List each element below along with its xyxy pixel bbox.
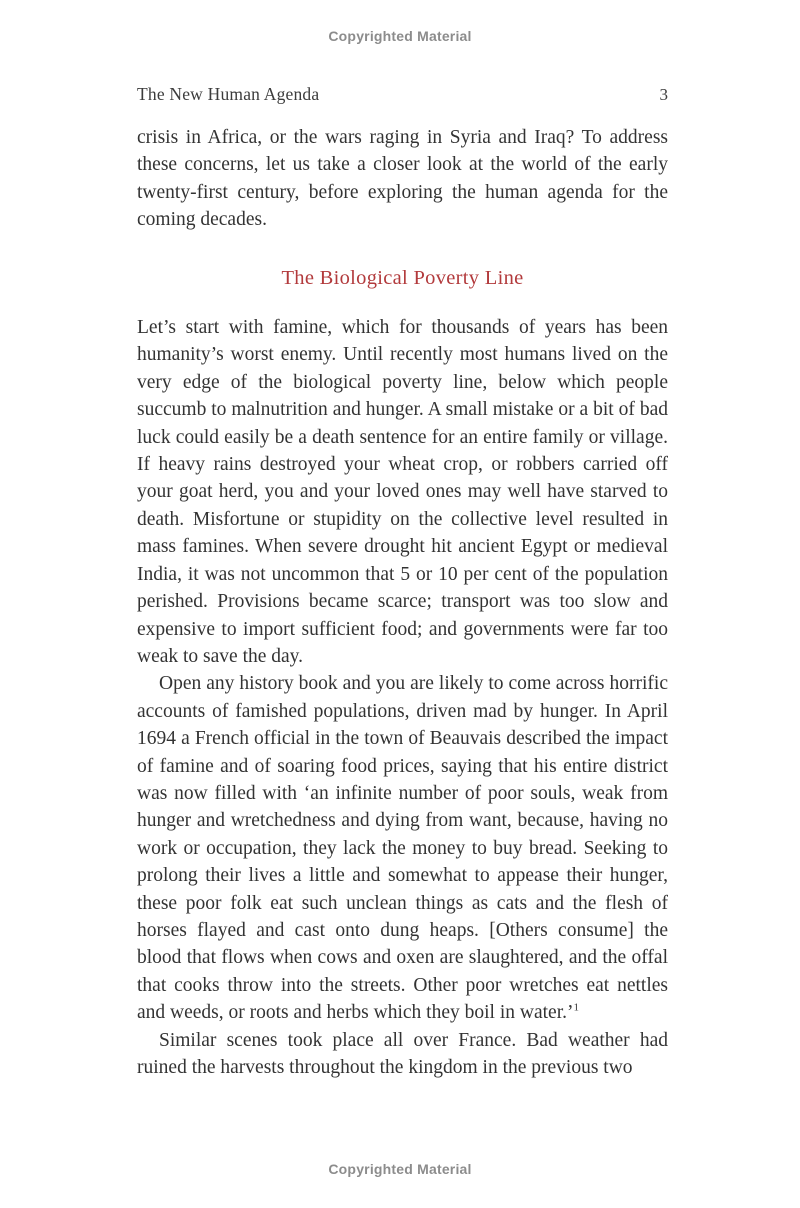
copyright-notice-bottom: Copyrighted Material bbox=[328, 1161, 472, 1177]
section-heading: The Biological Poverty Line bbox=[281, 266, 524, 289]
paragraph: Let’s start with famine, which for thousands of years has been humanity’s worst enemy. Until recently most humans lived on the very edge of the biological poverty line, below which people succumb to malnutrition and hunger. A small mistake or a bit of bad luck could easily be a death sentence for an entire family or village. If heavy rains destroyed your wheat crop, or robbers carried off your goat herd, you and your loved ones may well have starved to death. Misfortune or stupidity on the collective level resulted in mass famines. When severe drought hit ancient Egypt or medieval India, it was not uncommon that 5 or 10 per cent of the population perished. Provisions became scarce; transport was too slow and expensive to import sufficient food; and governments were far too weak to save the day. bbox=[137, 317, 668, 667]
paragraph: crisis in Africa, or the wars raging in Syria and Iraq? To address these concerns, let us take a closer look at the world of the early twenty-first century, before exploring the human agenda for the coming decades. bbox=[137, 127, 668, 231]
running-title: The New Human Agenda bbox=[137, 84, 320, 104]
paragraph: Similar scenes took place all over France. Bad weather had ruined the harvests throughout the kingdom in the previous two bbox=[137, 1029, 668, 1078]
paragraph bbox=[137, 670, 668, 1026]
running-header bbox=[137, 84, 668, 105]
page-number: 3 bbox=[659, 85, 668, 104]
text-block bbox=[137, 124, 668, 1081]
copyright-notice-top: Copyrighted Material bbox=[328, 28, 472, 44]
footnote-marker: 1 bbox=[573, 1001, 579, 1014]
paragraph-text: Open any history book and you are likely to come across horrific accounts of famished populations, driven mad by hunger. In April 1694 a French official in the town of Beauvais described the impact of famine and of soaring food prices, saying that his entire district was now filled with ‘an infinite number of poor souls, weak from hunger and wretchedness and dying from want, because, having no work or occupation, they lack the money to buy bread. Seeking to prolong their lives a little and somewhat to appease their hunger, these poor folk eat such unclean things as cats and the flesh of horses flayed and cast onto dung heaps. [Others consume] the blood that flows when cows and oxen are slaughtered, and the offal that cooks throw into the streets. Other poor wretches eat nettles and weeds, or roots and herbs which they boil in water.’ bbox=[137, 673, 668, 1024]
